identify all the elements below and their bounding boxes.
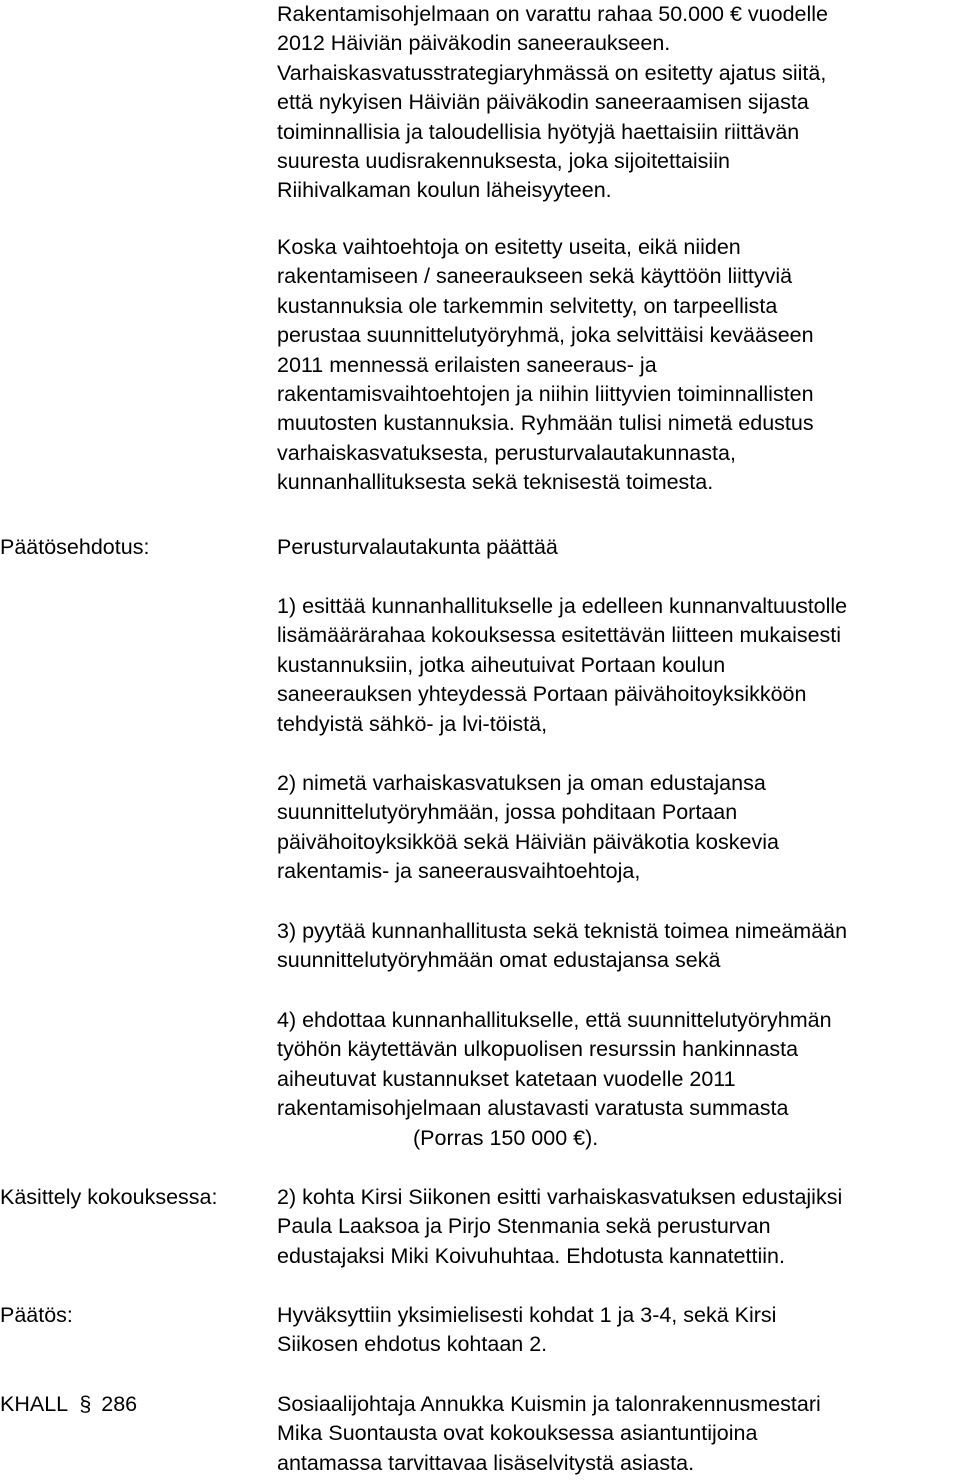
intro-line: suuresta uudisrakennuksesta, joka sijoitettaisiin (277, 148, 730, 173)
decision-line: Siikosen ehdotus kohtaan 2. (277, 1332, 548, 1357)
intro-line: Varhaiskasvatusstrategiaryhmässä on esitetty ajatus siitä, (277, 60, 827, 85)
meeting-line: 2) kohta Kirsi Siikonen esitti varhaiskasvatuksen edustajiksi (277, 1185, 843, 1209)
item3-line: suunnittelutyöryhmään omat edustajansa sekä (277, 948, 721, 973)
section-sign: § (79, 1392, 92, 1416)
item1-line: lisämäärärahaa kokouksessa esitettävän liitteen mukaisesti (277, 623, 842, 648)
item4-line: aiheutuvat kustannukset katetaan vuodelle 2011 (277, 1066, 736, 1091)
intro-line: Riihivalkaman koulun läheisyyteen. (277, 178, 612, 203)
proposal-heading (277, 533, 960, 562)
meeting-label: Käsittely kokouksessa: (0, 1185, 218, 1209)
meeting-line: Paula Laaksoa ja Pirjo Stenmania sekä perusturvan (277, 1214, 771, 1239)
meeting-paragraph (277, 1183, 960, 1271)
intro-line: toiminnallisia ja taloudellisia hyötyjä haettaisiin riittävän (277, 119, 800, 144)
options-paragraph (277, 233, 960, 498)
item3-line: 3) pyytää kunnanhallitusta sekä teknistä toimea nimeämään (277, 919, 848, 943)
khall-label-text: KHALL (0, 1392, 68, 1416)
khall-line: antamassa tarvittavaa lisäselvitystä asiasta. (277, 1450, 695, 1475)
meeting-line: edustajaksi Miki Koivuhuhtaa. Ehdotusta kannatettiin. (277, 1243, 785, 1268)
item1-line: 1) esittää kunnanhallitukselle ja edelleen kunnanvaltuustolle (277, 594, 848, 618)
khall-paragraph (277, 1390, 960, 1478)
item2-line: 2) nimetä varhaiskasvatuksen ja oman edustajansa (277, 771, 766, 795)
intro-paragraph (277, 0, 960, 206)
options-line: rakentamisvaihtoehtojen ja niihin liittyvien toiminnallisten (277, 381, 814, 406)
khall-label (0, 1390, 137, 1419)
options-line: muutosten kustannuksia. Ryhmään tulisi nimetä edustus (277, 411, 814, 436)
khall-line: Mika Suontausta ovat kokouksessa asiantuntijoina (277, 1421, 758, 1446)
item1-line: tehdyistä sähkö- ja lvi-töistä, (277, 711, 548, 736)
options-line: 2011 mennessä erilaisten saneeraus- ja (277, 352, 657, 377)
item2-line: suunnittelutyöryhmään, jossa pohditaan Portaan (277, 800, 738, 825)
item4-line: rakentamisohjelmaan alustavasti varatusta summasta (277, 1096, 789, 1121)
item4-line: 4) ehdottaa kunnanhallitukselle, että suunnittelutyöryhmän (277, 1008, 832, 1032)
proposal-heading-text: Perusturvalautakunta päättää (277, 535, 558, 559)
options-line: kustannuksia ole tarkemmin selvitetty, on tarpeellista (277, 293, 778, 318)
decision-paragraph (277, 1301, 960, 1360)
item2-line: rakentamis- ja saneerausvaihtoehtoja, (277, 859, 641, 884)
item4-amount: (Porras 150 000 €). (413, 1125, 599, 1150)
intro-line: 2012 Häiviän päiväkodin saneeraukseen. (277, 31, 671, 56)
item1-line: saneerauksen yhteydessä Portaan päivähoitoyksikköön (277, 682, 807, 707)
decision-line: Hyväksyttiin yksimielisesti kohdat 1 ja 3-4, sekä Kirsi (277, 1303, 777, 1327)
proposal-item-3 (277, 917, 960, 976)
item4-line: työhön käytettävän ulkopuolisen resurssin hankinnasta (277, 1037, 799, 1062)
khall-number: 286 (101, 1392, 138, 1416)
options-line: perustaa suunnittelutyöryhmä, joka selvittäisi kevääseen (277, 323, 814, 348)
options-line: varhaiskasvatuksesta, perusturvalautakunnasta, (277, 440, 736, 465)
proposal-item-2 (277, 769, 960, 887)
options-line: Koska vaihtoehtoja on esitetty useita, eikä niiden (277, 235, 741, 259)
options-line: rakentamiseen / saneeraukseen sekä käyttöön liittyviä (277, 264, 793, 289)
item1-line: kustannuksiin, jotka aiheutuivat Portaan koulun (277, 652, 726, 677)
intro-line: että nykyisen Häiviän päiväkodin saneeraamisen sijasta (277, 90, 809, 115)
options-line: kunnanhallituksesta sekä teknisestä toimesta. (277, 470, 714, 495)
proposal-item-1 (277, 592, 960, 739)
decision-label: Päätös: (0, 1303, 73, 1327)
khall-line: Sosiaalijohtaja Annukka Kuismin ja talonrakennusmestari (277, 1392, 821, 1416)
intro-line: Rakentamisohjelmaan on varattu rahaa 50.000 € vuodelle (277, 2, 829, 26)
proposal-label: Päätösehdotus: (0, 535, 150, 559)
item2-line: päivähoitoyksikköä sekä Häiviän päiväkotia koskevia (277, 829, 779, 854)
proposal-item-4 (277, 1006, 960, 1153)
